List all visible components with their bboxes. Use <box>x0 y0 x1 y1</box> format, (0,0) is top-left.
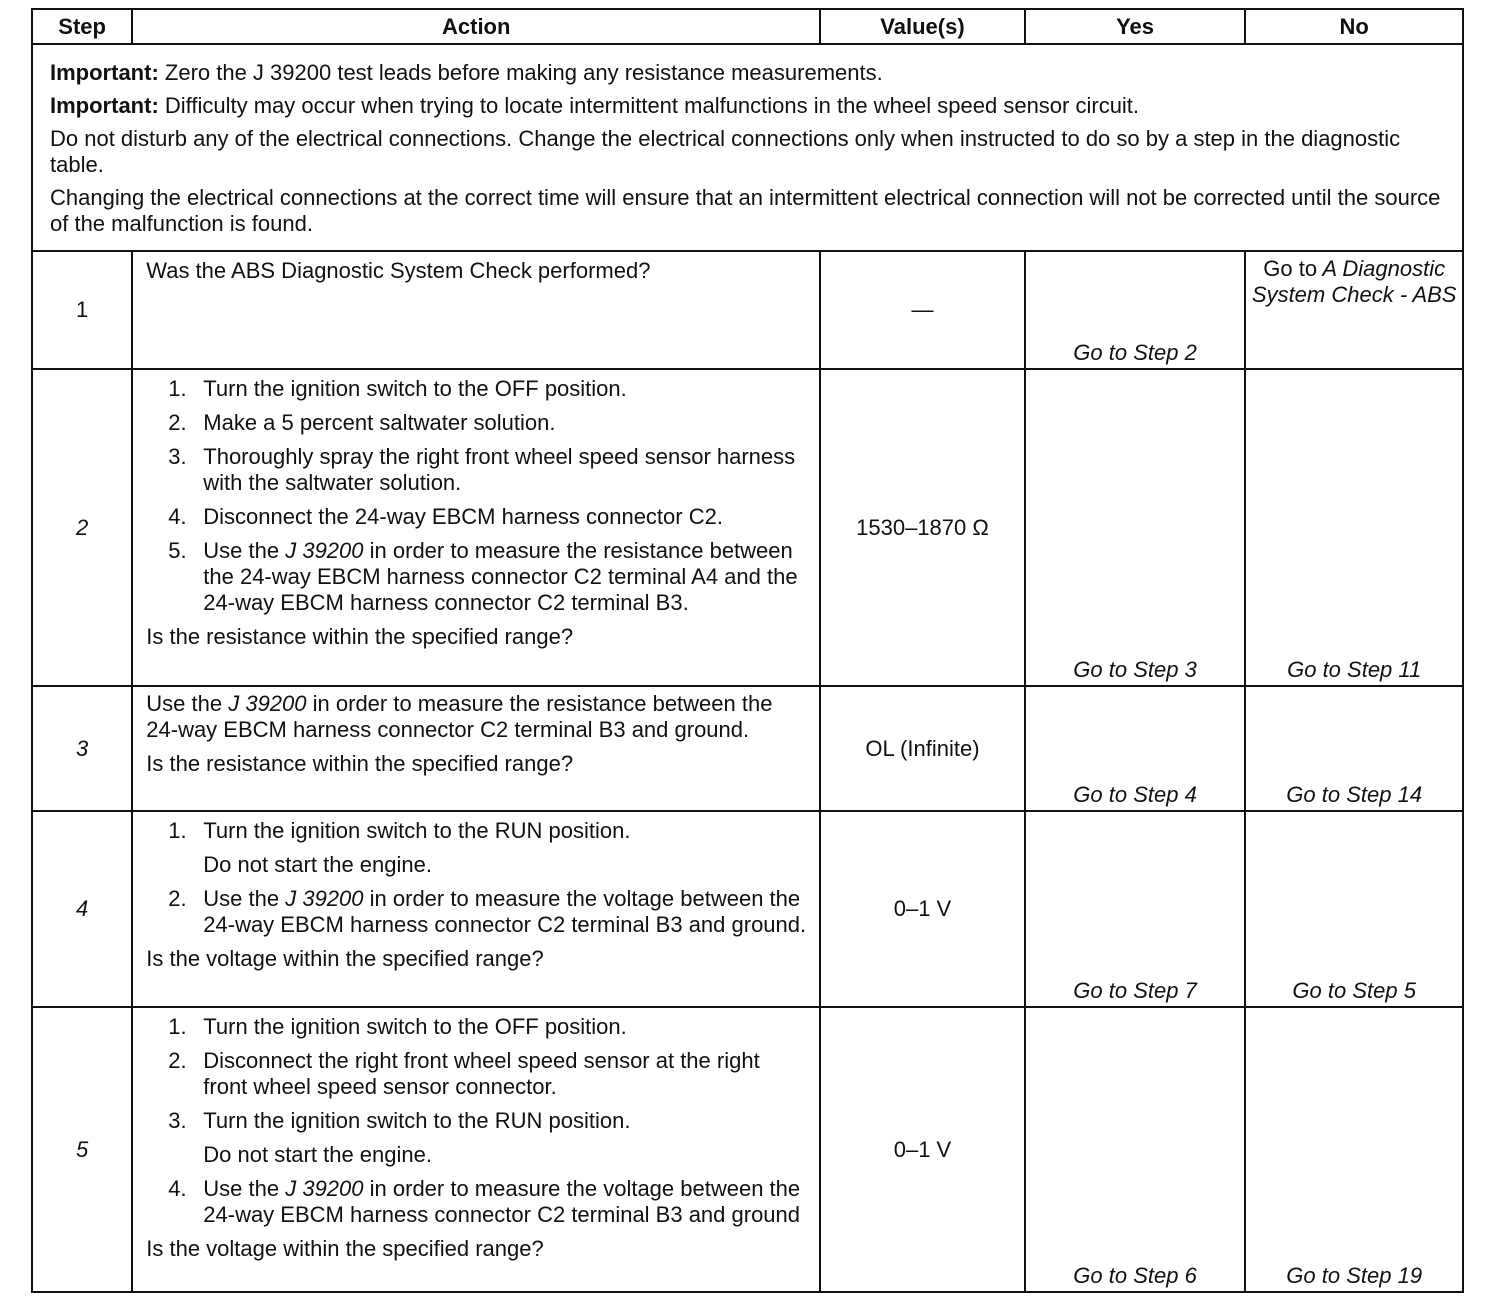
value-cell: — <box>820 251 1025 369</box>
action-list <box>146 818 809 938</box>
value-cell: 0–1 V <box>820 1007 1025 1292</box>
action-question: Is the voltage within the specified range? <box>146 946 544 971</box>
no-link-prefix: Go to <box>1263 256 1318 281</box>
action-cell <box>132 369 820 686</box>
action-cell <box>132 811 820 1007</box>
table-row-step-5 <box>32 1007 1463 1292</box>
action-cell <box>132 686 820 811</box>
list-item: 1. Turn the ignition switch to the OFF position. <box>168 1014 627 1039</box>
tool-name: J 39200 <box>285 538 364 563</box>
action-list <box>146 1014 809 1228</box>
list-item: 5. Use the J 39200 in order to measure the resistance between the 24-way EBCM harness connector C2 terminal A4 and the 24-way EBCM harness connector C2 terminal B3. <box>168 538 798 615</box>
action-list <box>146 376 809 616</box>
action-cell <box>132 251 820 369</box>
value-cell: OL (Infinite) <box>820 686 1025 811</box>
yes-link[interactable]: Go to Step 3 <box>1025 369 1246 686</box>
diagnostic-table <box>31 8 1464 1293</box>
action-question: Is the voltage within the specified range? <box>146 1236 544 1261</box>
header-row <box>32 9 1463 44</box>
no-link-target[interactable]: A Diagnostic System Check - ABS <box>1251 256 1457 307</box>
yes-link[interactable]: Go to Step 6 <box>1025 1007 1246 1292</box>
value-cell: 0–1 V <box>820 811 1025 1007</box>
action-question: Was the ABS Diagnostic System Check performed? <box>146 258 651 283</box>
table-row-step-2 <box>32 369 1463 686</box>
important-label: Important: <box>50 60 159 85</box>
list-item: 2. Disconnect the right front wheel speed sensor at the right front wheel speed sensor connector. <box>168 1048 760 1099</box>
important-note-1: Important: Zero the J 39200 test leads before making any resistance measurements. <box>50 60 883 85</box>
step-number: 2 <box>32 369 132 686</box>
yes-link[interactable]: Go to Step 4 <box>1025 686 1246 811</box>
tool-name: J 39200 <box>285 886 364 911</box>
header-values: Value(s) <box>820 9 1025 44</box>
header-yes: Yes <box>1025 9 1246 44</box>
no-link[interactable]: Go to Step 14 <box>1245 686 1463 811</box>
table-row-step-4 <box>32 811 1463 1007</box>
notes-row <box>32 44 1463 251</box>
no-link[interactable]: Go to Step 5 <box>1245 811 1463 1007</box>
action-cell <box>132 1007 820 1292</box>
list-item: 3. Thoroughly spray the right front wheel speed sensor harness with the saltwater solution. <box>168 444 796 495</box>
step-number: 4 <box>32 811 132 1007</box>
no-link[interactable]: Go to Step 11 <box>1245 369 1463 686</box>
value-cell: 1530–1870 Ω <box>820 369 1025 686</box>
list-item: 4. Use the J 39200 in order to measure the voltage between the 24-way EBCM harness connector C2 terminal B3 and ground <box>168 1176 801 1227</box>
action-question: Is the resistance within the specified range? <box>146 751 574 776</box>
list-item-note: Do not start the engine. <box>203 852 432 877</box>
yes-link[interactable]: Go to Step 7 <box>1025 811 1246 1007</box>
tool-name: J 39200 <box>228 691 307 716</box>
step-number: 1 <box>32 251 132 369</box>
list-item: 3. Turn the ignition switch to the RUN position. Do not start the engine. <box>146 1108 809 1168</box>
no-link[interactable]: Go to Step 19 <box>1245 1007 1463 1292</box>
list-item: 1. Turn the ignition switch to the RUN position. Do not start the engine. <box>146 818 809 878</box>
table-row-step-3 <box>32 686 1463 811</box>
important-note-2: Important: Difficulty may occur when trying to locate intermittent malfunctions in the wheel speed sensor circuit. <box>50 93 1140 118</box>
important-label: Important: <box>50 93 159 118</box>
header-step: Step <box>32 9 132 44</box>
tool-name: J 39200 <box>285 1176 364 1201</box>
header-action: Action <box>132 9 820 44</box>
list-item: 1. Turn the ignition switch to the OFF position. <box>168 376 627 401</box>
no-link[interactable] <box>1245 251 1463 369</box>
list-item: 2. Use the J 39200 in order to measure the voltage between the 24-way EBCM harness connector C2 terminal B3 and ground. <box>168 886 807 937</box>
action-text: Use the J 39200 in order to measure the resistance between the 24-way EBCM harness connector C2 terminal B3 and ground. <box>146 691 773 742</box>
step-number: 3 <box>32 686 132 811</box>
list-item: 4. Disconnect the 24-way EBCM harness connector C2. <box>168 504 723 529</box>
list-item-note: Do not start the engine. <box>203 1142 432 1167</box>
step-number: 5 <box>32 1007 132 1292</box>
notes-cell <box>32 44 1463 251</box>
note-4: Changing the electrical connections at the correct time will ensure that an intermittent electrical connection will not be corrected until the source of the malfunction is found. <box>50 185 1441 236</box>
list-item: 2. Make a 5 percent saltwater solution. <box>168 410 556 435</box>
action-question: Is the resistance within the specified range? <box>146 624 574 649</box>
yes-link[interactable]: Go to Step 2 <box>1025 251 1246 369</box>
header-no: No <box>1245 9 1463 44</box>
table-row-step-1 <box>32 251 1463 369</box>
note-3: Do not disturb any of the electrical connections. Change the electrical connections only when instructed to do so by a step in the diagnostic table. <box>50 126 1401 177</box>
diagnostic-table-sheet <box>31 8 1464 1293</box>
